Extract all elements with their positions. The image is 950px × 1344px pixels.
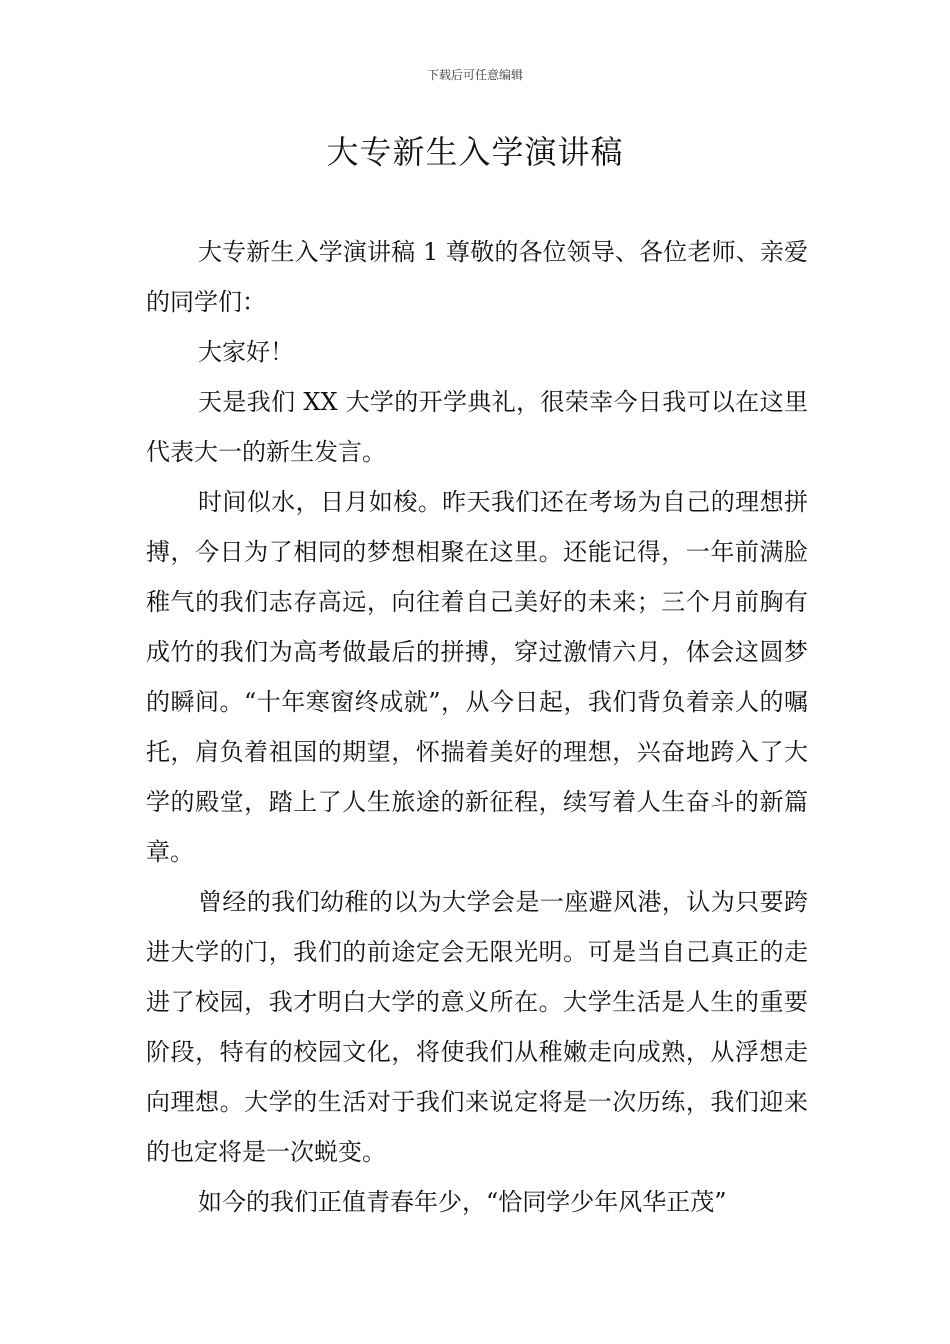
paragraph-5: 曾经的我们幼稚的以为大学会是一座避风港，认为只要跨进大学的门，我们的前途定会无限光明。可是当自己真正的走进了校园，我才明白大学的意义所在。大学生活是人生的重要阶段，特有的校园文化，将使我们从稚嫩走向成熟，从浮想走向理想。大学的生活对于我们来说定将是一次历练，我们迎来的也定将是一次蜕变。 [146,888,808,1166]
paragraph-6: 如今的我们正值青春年少，“恰同学少年风华正茂” [198,1188,727,1216]
paragraph-4: 时间似水，日月如梭。昨天我们还在考场为自己的理想拼搏，今日为了相同的梦想相聚在这里。还能记得，一年前满脸稚气的我们志存高远，向往着自己美好的未来；三个月前胸有成竹的我们为高考做最后的拼搏，穿过激情六月，体会这圆梦的瞬间。“十年寒窗终成就”，从今日起，我们背负着亲人的嘱托，肩负着祖国的期望，怀揣着美好的理想，兴奋地跨入了大学的殿堂，踏上了人生旅途的新征程，续写着人生奋斗的新篇章。 [146,488,808,866]
document-body [146,227,808,1227]
header-note: 下载后可任意编辑 [426,68,523,82]
paragraph-3: 天是我们 XX 大学的开学典礼，很荣幸今日我可以在这里代表大一的新生发言。 [146,388,808,466]
page-title: 大专新生入学演讲稿 [326,133,624,171]
paragraph-1: 大专新生入学演讲稿 1 尊敬的各位领导、各位老师、亲爱的同学们： [146,238,808,316]
paragraph-2: 大家好！ [198,338,294,366]
